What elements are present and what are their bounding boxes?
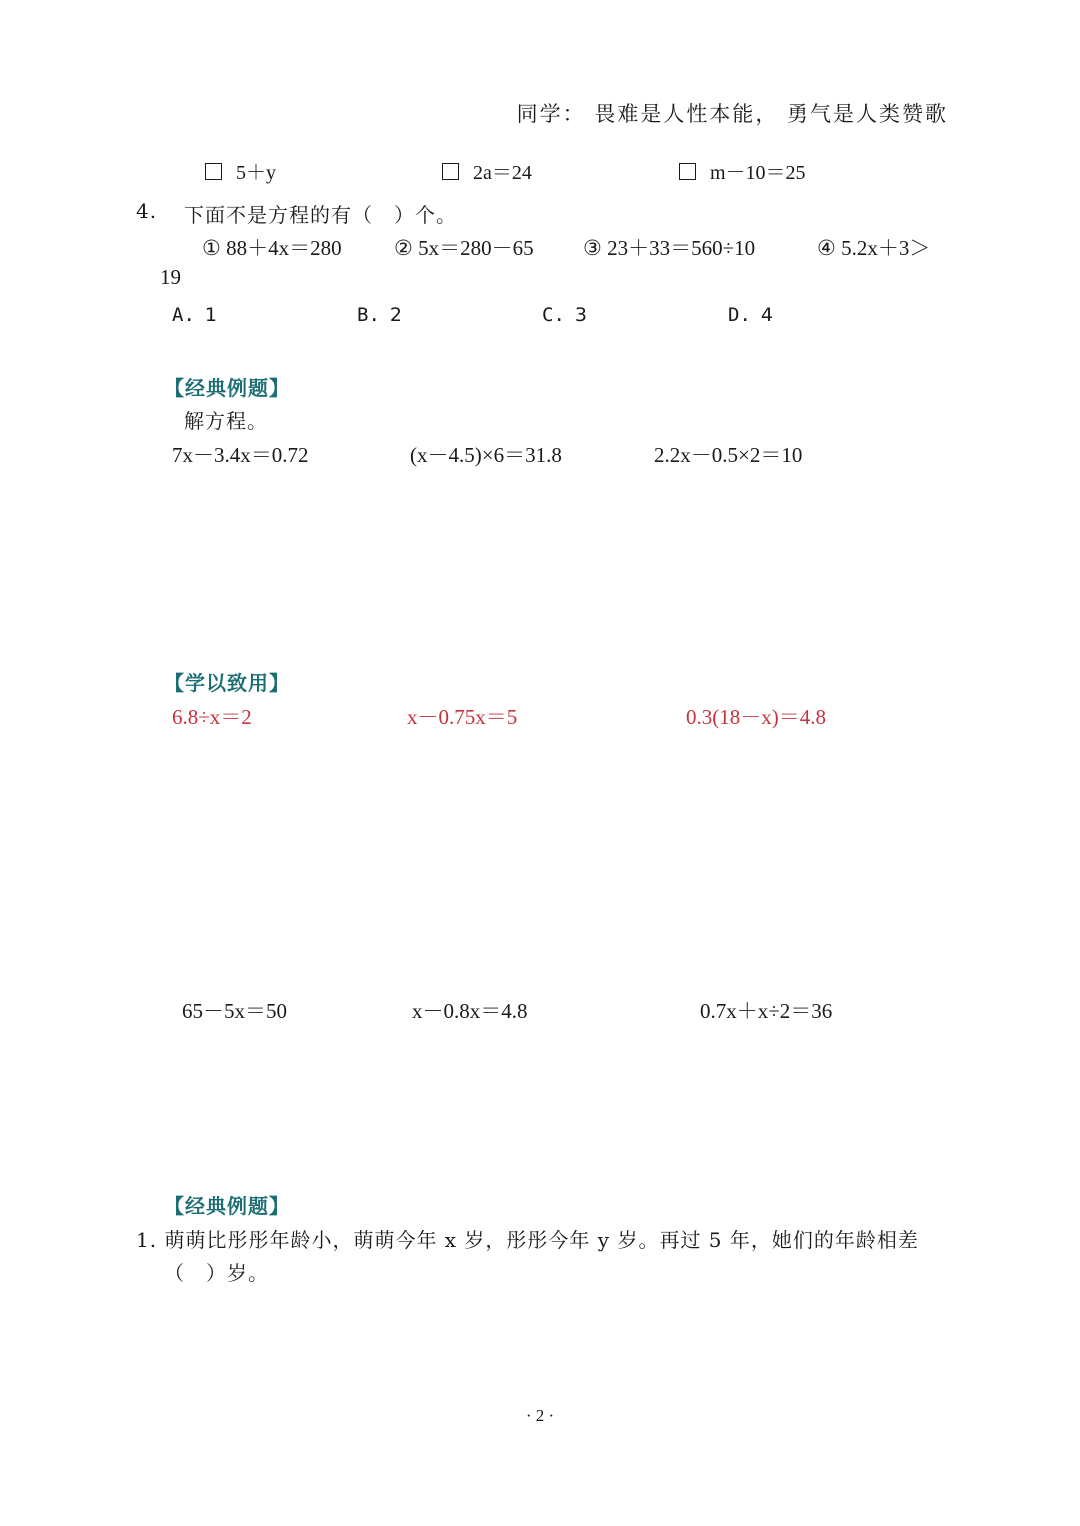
choice-d-letter: D. — [728, 304, 751, 326]
choice-c-value: 3 — [574, 304, 587, 326]
practice-equation-1: 6.8÷x＝2 — [172, 705, 252, 729]
option-3 — [679, 156, 806, 185]
page-number: · 2 · — [525, 1406, 555, 1425]
q4-item-3: ③ 23＋33＝560÷10 — [583, 236, 756, 260]
choice-d — [728, 304, 773, 326]
choice-d-value: 4 — [760, 304, 773, 326]
header-motto: 同学： 畏难是人性本能， 勇气是人类赞歌 — [516, 102, 948, 126]
choice-c-letter: C. — [542, 304, 565, 326]
checkbox-icon — [205, 163, 222, 180]
practice-equation-5: x－0.8x＝4.8 — [412, 999, 528, 1023]
q4-item-2: ② 5x＝280－65 — [394, 236, 534, 260]
checkbox-icon — [679, 163, 696, 180]
section-heading-example-2: 【经典例题】 — [164, 1194, 290, 1218]
option-2-text: 2a＝24 — [473, 162, 532, 184]
q4-item-1: ① 88＋4x＝280 — [202, 236, 342, 260]
choice-c — [542, 304, 587, 326]
choice-a-letter: A. — [172, 304, 195, 326]
question-4-text: 下面不是方程的有（ ）个。 — [184, 203, 457, 227]
choice-b-letter: B. — [357, 304, 380, 326]
section-heading-practice: 【学以致用】 — [164, 671, 290, 695]
choice-a-value: 1 — [204, 304, 217, 326]
choice-b — [357, 304, 402, 326]
practice-equation-2: x－0.75x＝5 — [407, 705, 518, 729]
question-4-number: 4. — [136, 199, 158, 223]
instruction-text: 解方程。 — [184, 409, 268, 433]
checkbox-icon — [442, 163, 459, 180]
practice-equation-6: 0.7x＋x÷2＝36 — [700, 999, 833, 1023]
practice-equation-3: 0.3(18－x)＝4.8 — [686, 705, 826, 729]
example-equation-3: 2.2x－0.5×2＝10 — [654, 443, 803, 467]
choice-b-value: 2 — [389, 304, 402, 326]
section-heading-example: 【经典例题】 — [164, 376, 290, 400]
q4-item-4-wrap: 19 — [160, 265, 181, 289]
option-1 — [205, 156, 276, 185]
option-2 — [442, 156, 532, 185]
practice-equation-4: 65－5x＝50 — [182, 999, 287, 1023]
word-problem-line-2: （ ）岁。 — [164, 1261, 269, 1285]
example-equation-1: 7x－3.4x＝0.72 — [172, 443, 309, 467]
example-equation-2: (x－4.5)×6＝31.8 — [410, 443, 562, 467]
option-1-text: 5＋y — [236, 162, 276, 184]
choice-a — [172, 304, 217, 326]
option-3-text: m－10＝25 — [710, 162, 806, 184]
q4-item-4: ④ 5.2x＋3＞ — [817, 236, 931, 260]
word-problem-line-1: 1. 萌萌比彤彤年龄小，萌萌今年 x 岁，彤彤今年 y 岁。再过 5 年，她们的年龄相差 — [136, 1228, 919, 1252]
